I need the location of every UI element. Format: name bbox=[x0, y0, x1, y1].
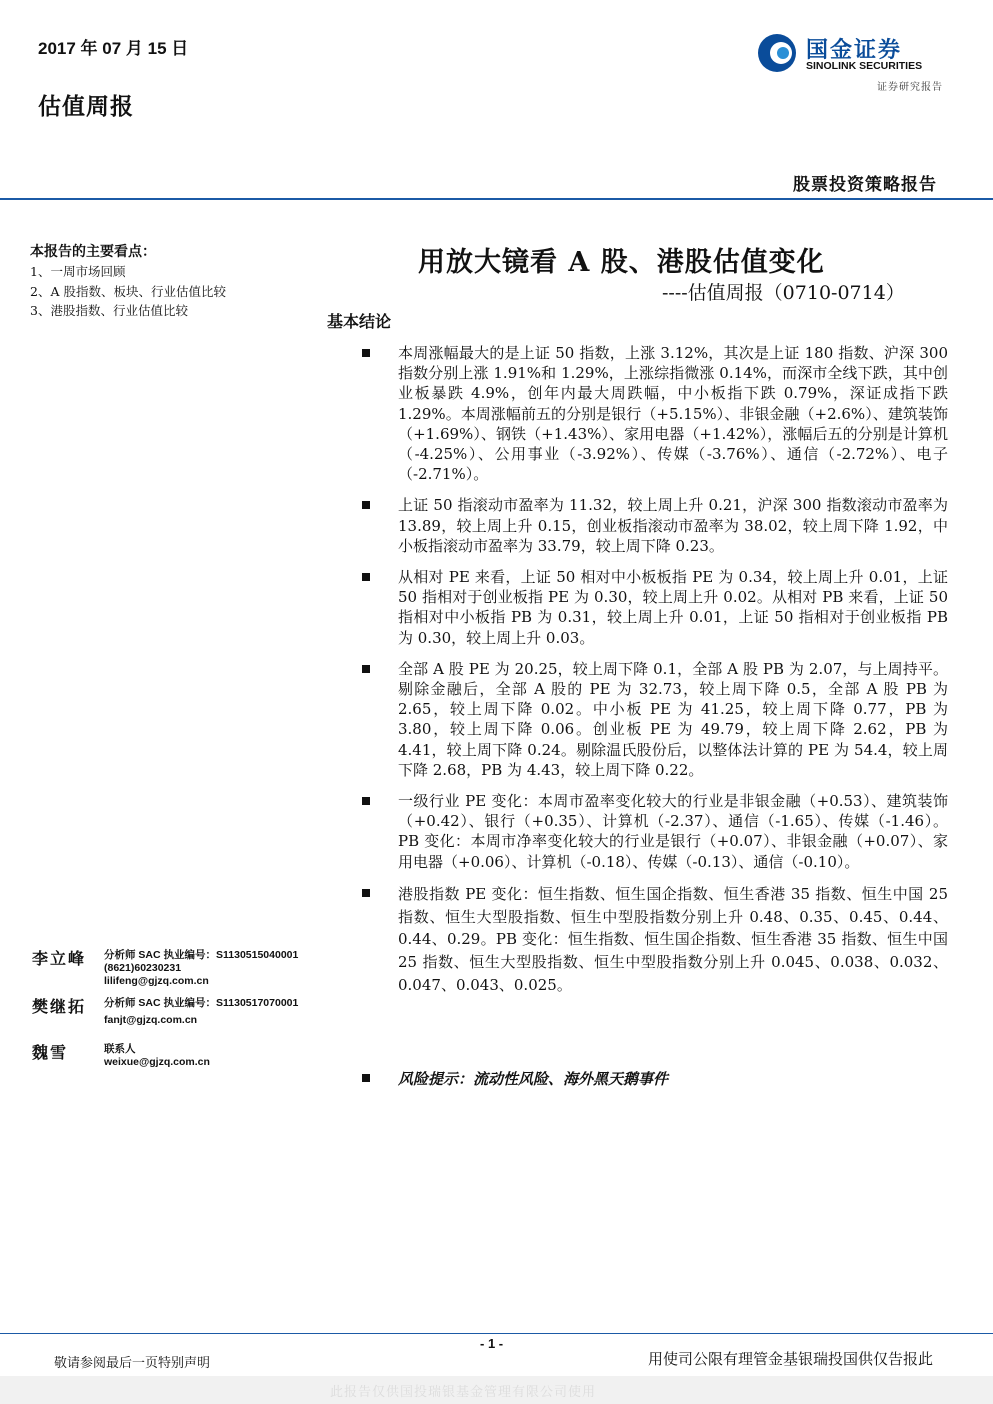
risk-warning: 风险提示：流动性风险、海外黑天鹅事件 bbox=[360, 1068, 986, 1089]
analyst-info bbox=[104, 1043, 210, 1069]
research-label: 证券研究报告 bbox=[877, 82, 943, 93]
sidebar-highlights bbox=[30, 262, 226, 321]
report-subtitle: ----估值周报（0710-0714） bbox=[662, 282, 905, 304]
footer-divider bbox=[0, 1333, 993, 1334]
analyst-sac-number: 分析师 SAC 执业编号：S1130517070001 bbox=[104, 997, 299, 1009]
conclusion-list bbox=[360, 343, 948, 1008]
footer-usage-text: 用使司公限有理管金基银瑞投国供仅告报此 bbox=[647, 1350, 933, 1368]
analyst-email: lilifeng@gjzq.com.cn bbox=[104, 975, 209, 987]
analyst-info bbox=[104, 949, 298, 988]
conclusion-item: 港股指数 PE 变化：恒生指数、恒生国企指数、恒生香港 35 指数、恒生中国 25 指数、恒生大型股指数、恒生中型股指数分别上升 0.48、0.35、0.45、0.44、0.44、0.29。PB 变化：恒生指数、恒生国企指数、恒生香港 35 指数、恒生中国 25 指数、恒生大型股指数、恒生中型股指数分别上升 0.045、0.038、0.032、0.047、0.043、0.025。 bbox=[360, 883, 948, 997]
analyst-name: 樊继拓 bbox=[32, 997, 87, 1016]
sidebar-item: 2、A 股指数、板块、行业估值比较 bbox=[30, 283, 226, 299]
company-logo bbox=[756, 32, 946, 76]
page-number: - 1 - bbox=[480, 1336, 504, 1351]
logo-name-en: SINOLINK SECURITIES bbox=[806, 60, 923, 72]
conclusion-item: 上证 50 指滚动市盈率为 11.32，较上周上升 0.21，沪深 300 指数滚动市盈率为 13.89，较上周上升 0.15，创业板指滚动市盈率为 38.02，较上周下降 1.92，中小板指滚动市盈率为 33.79，较上周下降 0.23。 bbox=[360, 495, 948, 556]
report-title: 用放大镜看 A 股、港股估值变化 bbox=[418, 247, 825, 278]
sidebar-item: 3、港股指数、行业估值比较 bbox=[30, 303, 188, 318]
report-type: 股票投资策略报告 bbox=[793, 175, 937, 195]
conclusion-item: 全部 A 股 PE 为 20.25，较上周下降 0.1，全部 A 股 PB 为 2.07，与上周持平。剔除金融后，全部 A 股的 PE 为 32.73，较上周下降 0.5，全部 A 股 PB 为 2.65，较上周下降 0.02。中小板 PE 为 41.25，较上周下降 0.77，PB 为 3.80，较上周下降 0.06。创业板 PE 为 49.79，较上周下降 2.62，PB 为 4.41，较上周下降 0.24。剔除温氏股份后，以整体法计算的 PE 为 54.4，较上周下降 2.68，PB 为 4.43，较上周下降 0.22。 bbox=[360, 659, 948, 780]
sinolink-logo-icon bbox=[756, 32, 798, 74]
disclaimer-notice: 敬请参阅最后一页特别声明 bbox=[54, 1356, 211, 1371]
conclusion-item: 从相对 PE 来看，上证 50 相对中小板板指 PE 为 0.34，较上周上升 0.01，上证 50 指相对于创业板指 PE 为 0.30，较上周上升 0.02。从相对 PB 来看，上证 50 指相对中小板指 PB 为 0.31，较上周上升 0.01，上证 50 指相对于创业板指 PB 为 0.30，较上周上升 0.03。 bbox=[360, 567, 948, 648]
analyst-info bbox=[104, 997, 298, 1027]
report-series-name: 估值周报 bbox=[38, 93, 134, 120]
logo-name-cn: 国金证券 bbox=[806, 37, 903, 63]
analyst-sac-number: 分析师 SAC 执业编号：S1130515040001 bbox=[104, 949, 299, 961]
watermark-text: 此报告仅供国投瑞银基金管理有限公司使用 bbox=[330, 1385, 597, 1400]
conclusion-item: 本周涨幅最大的是上证 50 指数，上涨 3.12%，其次是上证 180 指数、沪深 300 指数分别上涨 1.91%和 1.29%，上涨综指微涨 0.14%，而深市全线下跌，其中创业板暴跌 4.9%，创年内最大周跌幅，中小板指下跌 0.79%，深证成指下跌 1.29%。本周涨幅前五的分别是银行（+5.15%）、非银金融（+2.6%）、建筑装饰（+1.69%）、钢铁（+1.43%）、家用电器（+1.42%），涨幅后五的分别是计算机（-4.25%）、公用事业（-3.92%）、传媒（-3.76%）、通信（-2.72%）、电子（-2.71%）。 bbox=[360, 343, 948, 484]
report-date: 2017 年 07 月 15 日 bbox=[38, 39, 189, 58]
conclusion-item: 一级行业 PE 变化：本周市盈率变化较大的行业是非银金融（+0.53）、建筑装饰（+0.42）、银行（+0.35）、计算机（-2.37）、通信（-1.65）、传媒（-1.46）。 PB 变化：本周市净率变化较大的行业是银行（+0.07）、非银金融（+0.07）、家用电器（+0.06）、计算机（-0.18）、传媒（-0.13）、通信（-0.10）。 bbox=[360, 791, 948, 872]
header-divider bbox=[0, 198, 993, 200]
analyst-phone: (8621)60230231 bbox=[104, 962, 182, 974]
analyst-email: weixue@gjzq.com.cn bbox=[104, 1056, 210, 1068]
sidebar-item: 1、一周市场回顾 bbox=[30, 264, 126, 279]
analyst-email: fanjt@gjzq.com.cn bbox=[104, 1014, 198, 1026]
analyst-name: 李立峰 bbox=[32, 949, 87, 968]
section-heading: 基本结论 bbox=[327, 312, 392, 331]
analyst-role: 联系人 bbox=[104, 1043, 136, 1055]
analyst-name: 魏雪 bbox=[32, 1043, 69, 1062]
sidebar-title: 本报告的主要看点： bbox=[30, 244, 156, 260]
